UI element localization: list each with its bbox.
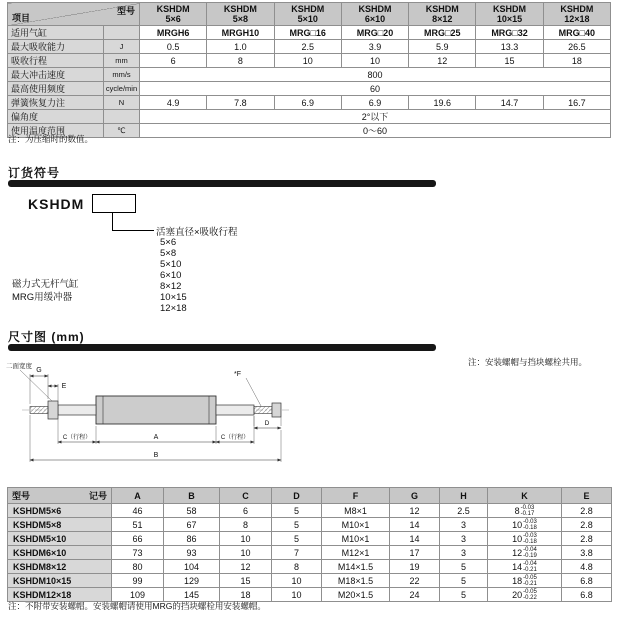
spec-cell: 12 [409, 54, 476, 68]
k-upper-tol: -0.04 [523, 560, 537, 567]
dim-cell: 5 [272, 532, 322, 546]
dim-cell: 5 [272, 518, 322, 532]
dim-cell: 5 [272, 504, 322, 518]
dim-model: KSHDM5×8 [8, 518, 112, 532]
spec-corner-cell [8, 3, 140, 26]
spec-row-label: 最大吸收能力 [8, 40, 104, 54]
spec-cell: 2.5 [274, 40, 341, 54]
end-cap-right [272, 403, 281, 417]
k-value: 20 [512, 589, 523, 600]
spec-row-unit: mm [104, 54, 140, 68]
dim-cell: 129 [164, 574, 220, 588]
dim-label-c-left: C（行程） [62, 435, 92, 441]
spec-cell: 13.3 [476, 40, 543, 54]
model-size: 6×10 [364, 14, 386, 24]
dim-cell: 86 [164, 532, 220, 546]
spec-cell-merged: 800 [140, 68, 611, 82]
dim-col-header: F [322, 488, 390, 504]
spec-row [8, 82, 611, 96]
spec-row-label: 使用温度范围 [8, 124, 104, 138]
spec-cell: MRG□40 [543, 26, 610, 40]
spec-row [8, 68, 611, 82]
dim-cell: 4.8 [562, 560, 612, 574]
spec-cell: 1.0 [207, 40, 274, 54]
dim-cell: M14×1.5 [322, 560, 390, 574]
dim-corner-model-label: 型号 [12, 491, 31, 501]
section-bar [8, 344, 436, 351]
dim-cell: 109 [112, 588, 164, 602]
dim-cell: 99 [112, 574, 164, 588]
dim-cell: 93 [164, 546, 220, 560]
dim-col-header: H [440, 488, 488, 504]
dim-cell: 2.8 [562, 532, 612, 546]
dim-model: KSHDM10×15 [8, 574, 112, 588]
dim-label-a: A [153, 434, 159, 441]
dim-cell: 6 [220, 504, 272, 518]
ordering-left-label-1: 磁力式无杆气缸 [12, 279, 79, 290]
section-bar [8, 180, 436, 187]
spec-row-unit [104, 26, 140, 40]
spec-model-header [476, 3, 543, 26]
dim-row [8, 504, 612, 518]
dim-cell: 58 [164, 504, 220, 518]
model-name: KSHDM [223, 4, 257, 14]
k-value: 12 [512, 547, 523, 558]
buffer-body [96, 396, 216, 424]
dim-label-f: *F [234, 371, 241, 378]
k-lower-tol: -0.21 [523, 580, 537, 587]
dim-cell: 5 [440, 560, 488, 574]
spec-cell: 7.8 [207, 96, 274, 110]
spec-row-label: 最高使用频度 [8, 82, 104, 96]
spec-cell: MRG□32 [476, 26, 543, 40]
dim-cell: 2.8 [562, 504, 612, 518]
rod-right [216, 405, 254, 415]
spec-row [8, 40, 611, 54]
spec-cell: MRGH6 [140, 26, 207, 40]
dim-cell-k [488, 588, 562, 602]
dim-table-note: 注：不附带安装螺帽。安装螺帽请使用MRG的挡块螺栓用安装螺帽。 [8, 601, 266, 611]
model-size: 5×8 [232, 14, 249, 24]
dim-cell-k [488, 532, 562, 546]
dim-cell: 3.8 [562, 546, 612, 560]
model-size: 12×18 [564, 14, 590, 24]
dim-cell: 6.8 [562, 574, 612, 588]
k-value: 10 [512, 533, 523, 544]
dim-cell: 3 [440, 546, 488, 560]
spec-cell: MRG□20 [341, 26, 408, 40]
dim-cell: 18 [220, 588, 272, 602]
dim-cell: 8 [220, 518, 272, 532]
thread-right [254, 407, 272, 414]
dim-cell: 22 [390, 574, 440, 588]
spec-cell: 18 [543, 54, 610, 68]
dim-col-header: E [562, 488, 612, 504]
spec-cell: 0.5 [140, 40, 207, 54]
ordering-title: 订货符号 [8, 166, 61, 180]
spec-row-unit: mm/s [104, 68, 140, 82]
model-size: 10×15 [496, 14, 523, 24]
spec-row-unit: J [104, 40, 140, 54]
spec-cell: 6.9 [341, 96, 408, 110]
thread-left [30, 407, 48, 414]
spec-cell: 10 [341, 54, 408, 68]
spec-row [8, 110, 611, 124]
dim-cell: 15 [220, 574, 272, 588]
dim-cell: 12 [390, 504, 440, 518]
dim-cell: 24 [390, 588, 440, 602]
dim-cell: 66 [112, 532, 164, 546]
spec-cell: MRG□16 [274, 26, 341, 40]
spec-cell: MRGH10 [207, 26, 274, 40]
spec-row-label: 偏角度 [8, 110, 104, 124]
dim-cell: M18×1.5 [322, 574, 390, 588]
dim-cell: 19 [390, 560, 440, 574]
dim-cell: 14 [390, 518, 440, 532]
dim-cell: M8×1 [322, 504, 390, 518]
dim-cell: 145 [164, 588, 220, 602]
dim-cell: 7 [272, 546, 322, 560]
spec-corner-model-label: 型号 [116, 6, 135, 16]
spec-header-row [8, 3, 611, 26]
dim-header-row [8, 488, 612, 504]
ordering-branch-label: 活塞直径×吸收行程 [156, 227, 238, 238]
ordering-option: 5×6 [160, 237, 177, 248]
dim-col-header: G [390, 488, 440, 504]
dim-cell: 104 [164, 560, 220, 574]
k-lower-tol: -0.19 [523, 552, 537, 559]
dim-cell: 10 [272, 588, 322, 602]
dim-label-e: E [61, 383, 67, 390]
spec-cell: 4.9 [140, 96, 207, 110]
dim-model: KSHDM5×6 [8, 504, 112, 518]
dim-cell-k [488, 574, 562, 588]
dim-cell: 10 [272, 574, 322, 588]
k-value: 10 [512, 519, 523, 530]
spec-corner-item-label: 项目 [12, 13, 31, 23]
dim-cell: M10×1 [322, 518, 390, 532]
spec-model-header [543, 3, 610, 26]
dim-cell-k [488, 546, 562, 560]
rod-left [58, 405, 96, 415]
leader-line [246, 378, 261, 406]
model-name: KSHDM [291, 4, 325, 14]
dim-cell: 8 [272, 560, 322, 574]
dimension-drawing [6, 360, 306, 478]
dim-model: KSHDM6×10 [8, 546, 112, 560]
k-lower-tol: -0.21 [523, 566, 537, 573]
ordering-options [160, 237, 187, 314]
spec-model-header [140, 3, 207, 26]
k-upper-tol: -0.04 [523, 546, 537, 553]
dim-cell: 67 [164, 518, 220, 532]
spec-cell: 3.9 [341, 40, 408, 54]
dim-col-header: A [112, 488, 164, 504]
ordering-code: KSHDM [28, 196, 85, 212]
k-upper-tol: -0.03 [523, 518, 537, 525]
k-lower-tol: -0.17 [520, 510, 535, 517]
spec-cell: 6.9 [274, 96, 341, 110]
dim-cell: 2.5 [440, 504, 488, 518]
dim-cell-k [488, 560, 562, 574]
spec-model-header [207, 3, 274, 26]
dim-label-g: G [36, 367, 42, 374]
dims-note: 注：安装螺帽与挡块螺栓共用。 [468, 357, 588, 367]
connector-hline [112, 230, 154, 231]
ordering-left-label-2: MRG用缓冲器 [12, 292, 73, 303]
leader-line [20, 370, 52, 401]
ordering-option: 8×12 [160, 281, 182, 292]
spec-row [8, 124, 611, 138]
spec-row-label: 吸收行程 [8, 54, 104, 68]
dim-label-b: B [153, 452, 159, 459]
dim-cell: M10×1 [322, 532, 390, 546]
dim-cell: 5 [440, 588, 488, 602]
spec-row [8, 54, 611, 68]
connector-vline [112, 212, 113, 230]
dim-cell: 46 [112, 504, 164, 518]
k-upper-tol: -0.03 [520, 504, 535, 511]
dim-row [8, 574, 612, 588]
dim-cell: M20×1.5 [322, 588, 390, 602]
k-lower-tol: -0.22 [523, 594, 537, 601]
spec-cell: 19.6 [409, 96, 476, 110]
dim-row [8, 518, 612, 532]
spec-cell: MRG□25 [409, 26, 476, 40]
dim-label-c-right: C（行程） [220, 435, 250, 441]
model-size: 5×10 [297, 14, 318, 24]
dim-model: KSHDM8×12 [8, 560, 112, 574]
model-size: 5×6 [165, 14, 181, 24]
spec-cell: 6 [140, 54, 207, 68]
dim-cell: 17 [390, 546, 440, 560]
k-upper-tol: -0.05 [523, 588, 537, 595]
spec-cell: 5.9 [409, 40, 476, 54]
spec-row [8, 26, 611, 40]
k-upper-tol: -0.03 [523, 532, 537, 539]
dim-row [8, 546, 612, 560]
dim-corner-symbol-label: 记号 [88, 491, 107, 501]
dim-row [8, 532, 612, 546]
ordering-code-box [92, 194, 136, 213]
model-name: KSHDM [560, 4, 594, 14]
dim-cell: 12 [220, 560, 272, 574]
model-name: KSHDM [156, 4, 190, 14]
spec-row-label: 最大冲击速度 [8, 68, 104, 82]
ordering-option: 5×10 [160, 259, 182, 270]
dim-cell: 3 [440, 532, 488, 546]
spec-table [7, 2, 611, 138]
spec-row-label: 弹簧恢复力注 [8, 96, 104, 110]
dim-cell: 10 [220, 532, 272, 546]
model-name: KSHDM [493, 4, 527, 14]
dim-col-header: D [272, 488, 322, 504]
dim-cell: 51 [112, 518, 164, 532]
dim-cell-k [488, 504, 562, 518]
spec-row [8, 96, 611, 110]
dim-label-flats: 二面宽度 [6, 363, 32, 370]
dim-cell: 3 [440, 518, 488, 532]
spec-row-unit: cycle/min [104, 82, 140, 96]
spec-cell: 10 [274, 54, 341, 68]
spec-row-unit [104, 110, 140, 124]
k-lower-tol: -0.18 [523, 538, 537, 545]
dimension-table [7, 487, 612, 602]
dim-col-header: B [164, 488, 220, 504]
spec-note: 注：为压缩时的数值。 [8, 134, 94, 144]
dim-cell: M12×1 [322, 546, 390, 560]
k-value: 14 [512, 561, 523, 572]
ordering-option: 5×8 [160, 248, 177, 259]
dim-cell: 10 [220, 546, 272, 560]
spec-cell: 14.7 [476, 96, 543, 110]
k-value: 18 [512, 575, 523, 586]
spec-model-header [409, 3, 476, 26]
dim-cell: 5 [440, 574, 488, 588]
dim-cell: 80 [112, 560, 164, 574]
spec-cell-merged: 2°以下 [140, 110, 611, 124]
ordering-option: 12×18 [160, 303, 187, 314]
dim-cell-k [488, 518, 562, 532]
k-lower-tol: -0.18 [523, 524, 537, 531]
dim-col-header: C [220, 488, 272, 504]
dim-label-d: D [264, 420, 270, 427]
ordering-option: 10×15 [160, 292, 187, 303]
dim-col-header: K [488, 488, 562, 504]
k-upper-tol: -0.05 [523, 574, 537, 581]
model-size: 8×12 [432, 14, 453, 24]
dims-title: 尺寸图 (mm) [8, 330, 85, 344]
spec-cell: 8 [207, 54, 274, 68]
ordering-option: 6×10 [160, 270, 182, 281]
spec-cell: 26.5 [543, 40, 610, 54]
dim-cell: 2.8 [562, 518, 612, 532]
spec-model-header [274, 3, 341, 26]
spec-cell: 16.7 [543, 96, 610, 110]
spec-cell-merged: 0～60 [140, 124, 611, 138]
k-value: 8 [514, 505, 520, 516]
spec-model-header [341, 3, 408, 26]
dim-model: KSHDM5×10 [8, 532, 112, 546]
dim-row [8, 560, 612, 574]
dim-cell: 14 [390, 532, 440, 546]
spec-row-unit: N [104, 96, 140, 110]
model-name: KSHDM [358, 4, 392, 14]
dim-cell: 73 [112, 546, 164, 560]
dim-corner-cell [8, 488, 112, 504]
spec-cell: 15 [476, 54, 543, 68]
nut-left [48, 401, 58, 419]
model-name: KSHDM [425, 4, 459, 14]
dim-model: KSHDM12×18 [8, 588, 112, 602]
dim-cell: 6.8 [562, 588, 612, 602]
spec-cell-merged: 60 [140, 82, 611, 96]
spec-row-label: 适用气缸 [8, 26, 104, 40]
spec-row-unit: ℃ [104, 124, 140, 138]
